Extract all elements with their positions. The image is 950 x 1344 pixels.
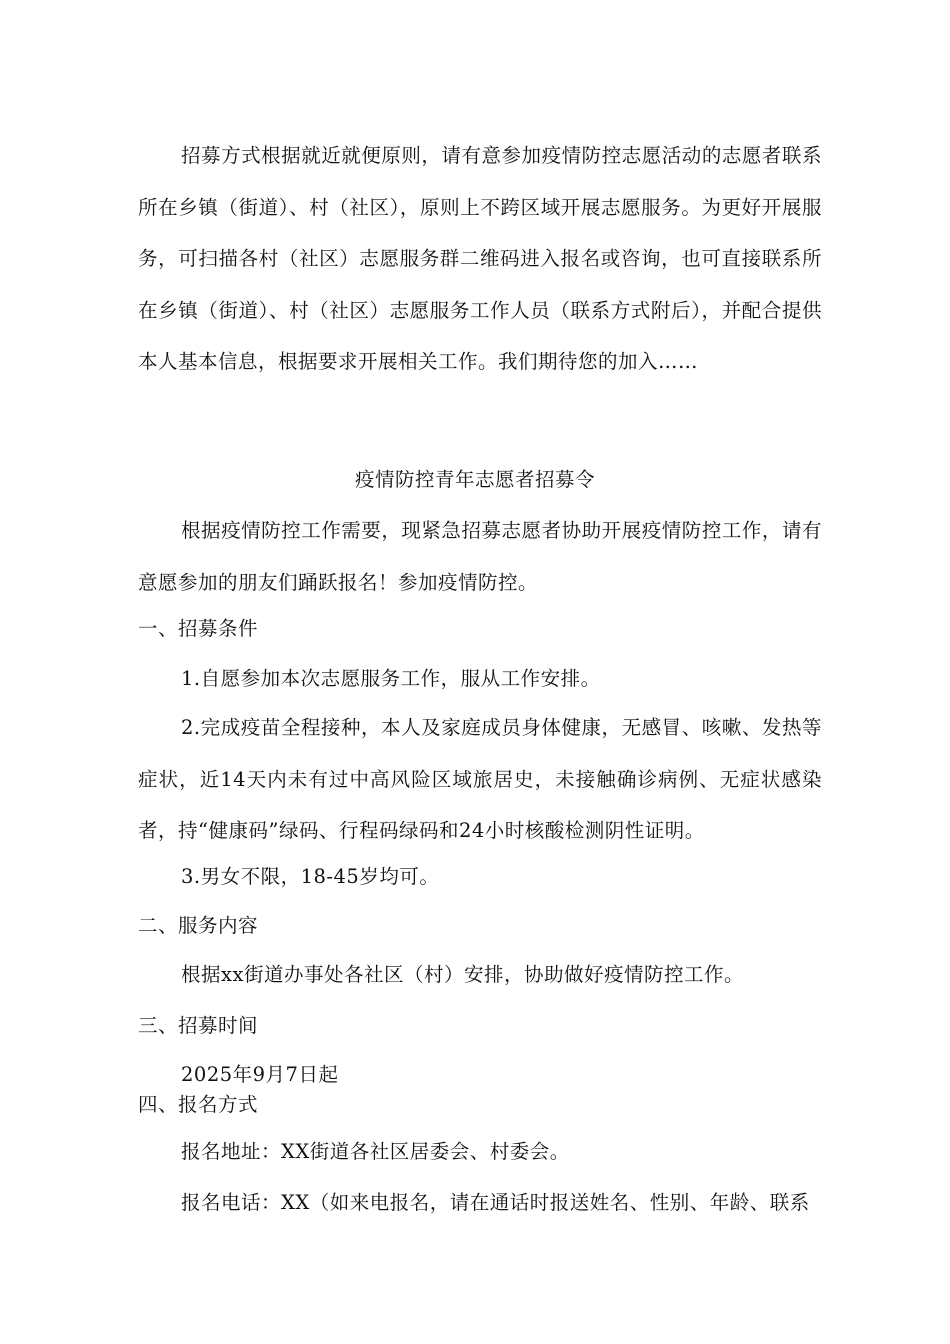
section1-item2: 2.完成疫苗全程接种，本人及家庭成员身体健康，无感冒、咳嗽、发热等症状，近14天内未有过中高风险区域旅居史，未接触确诊病例、无症状感染者，持“健康码”绿码、行程码绿码和24小时核酸检测阴性证明。	[138, 716, 822, 842]
section4-address: 报名地址：XX街道各社区居委会、村委会。	[181, 1140, 570, 1163]
section1-item1: 1.自愿参加本次志愿服务工作，服从工作安排。	[181, 667, 601, 690]
notice-intro-paragraph: 根据疫情防控工作需要，现紧急招募志愿者协助开展疫情防控工作，请有意愿参加的朋友们踊跃报名！参加疫情防控。	[138, 519, 822, 594]
section2-heading: 二、服务内容	[138, 914, 259, 937]
section3-heading: 三、招募时间	[138, 1014, 259, 1037]
notice-title: 疫情防控青年志愿者招募令	[354, 468, 595, 491]
section4-heading: 四、报名方式	[138, 1093, 259, 1116]
section3-body: 2025年9月7日起	[181, 1063, 339, 1086]
section1-item3: 3.男女不限，18-45岁均可。	[181, 865, 440, 888]
section4-phone: 报名电话：XX（如来电报名，请在通话时报送姓名、性别、年龄、联系	[181, 1191, 810, 1214]
intro-paragraph: 招募方式根据就近就便原则，请有意参加疫情防控志愿活动的志愿者联系所在乡镇（街道）、村（社区），原则上不跨区域开展志愿服务。为更好开展服务，可扫描各村（社区）志愿服务群二维码进入报名或咨询，也可直接联系所在乡镇（街道）、村（社区）志愿服务工作人员（联系方式附后），并配合提供本人基本信息，根据要求开展相关工作。我们期待您的加入……	[138, 144, 822, 373]
section1-heading: 一、招募条件	[138, 617, 259, 640]
section2-body: 根据xx街道办事处各社区（村）安排，协助做好疫情防控工作。	[181, 963, 744, 986]
